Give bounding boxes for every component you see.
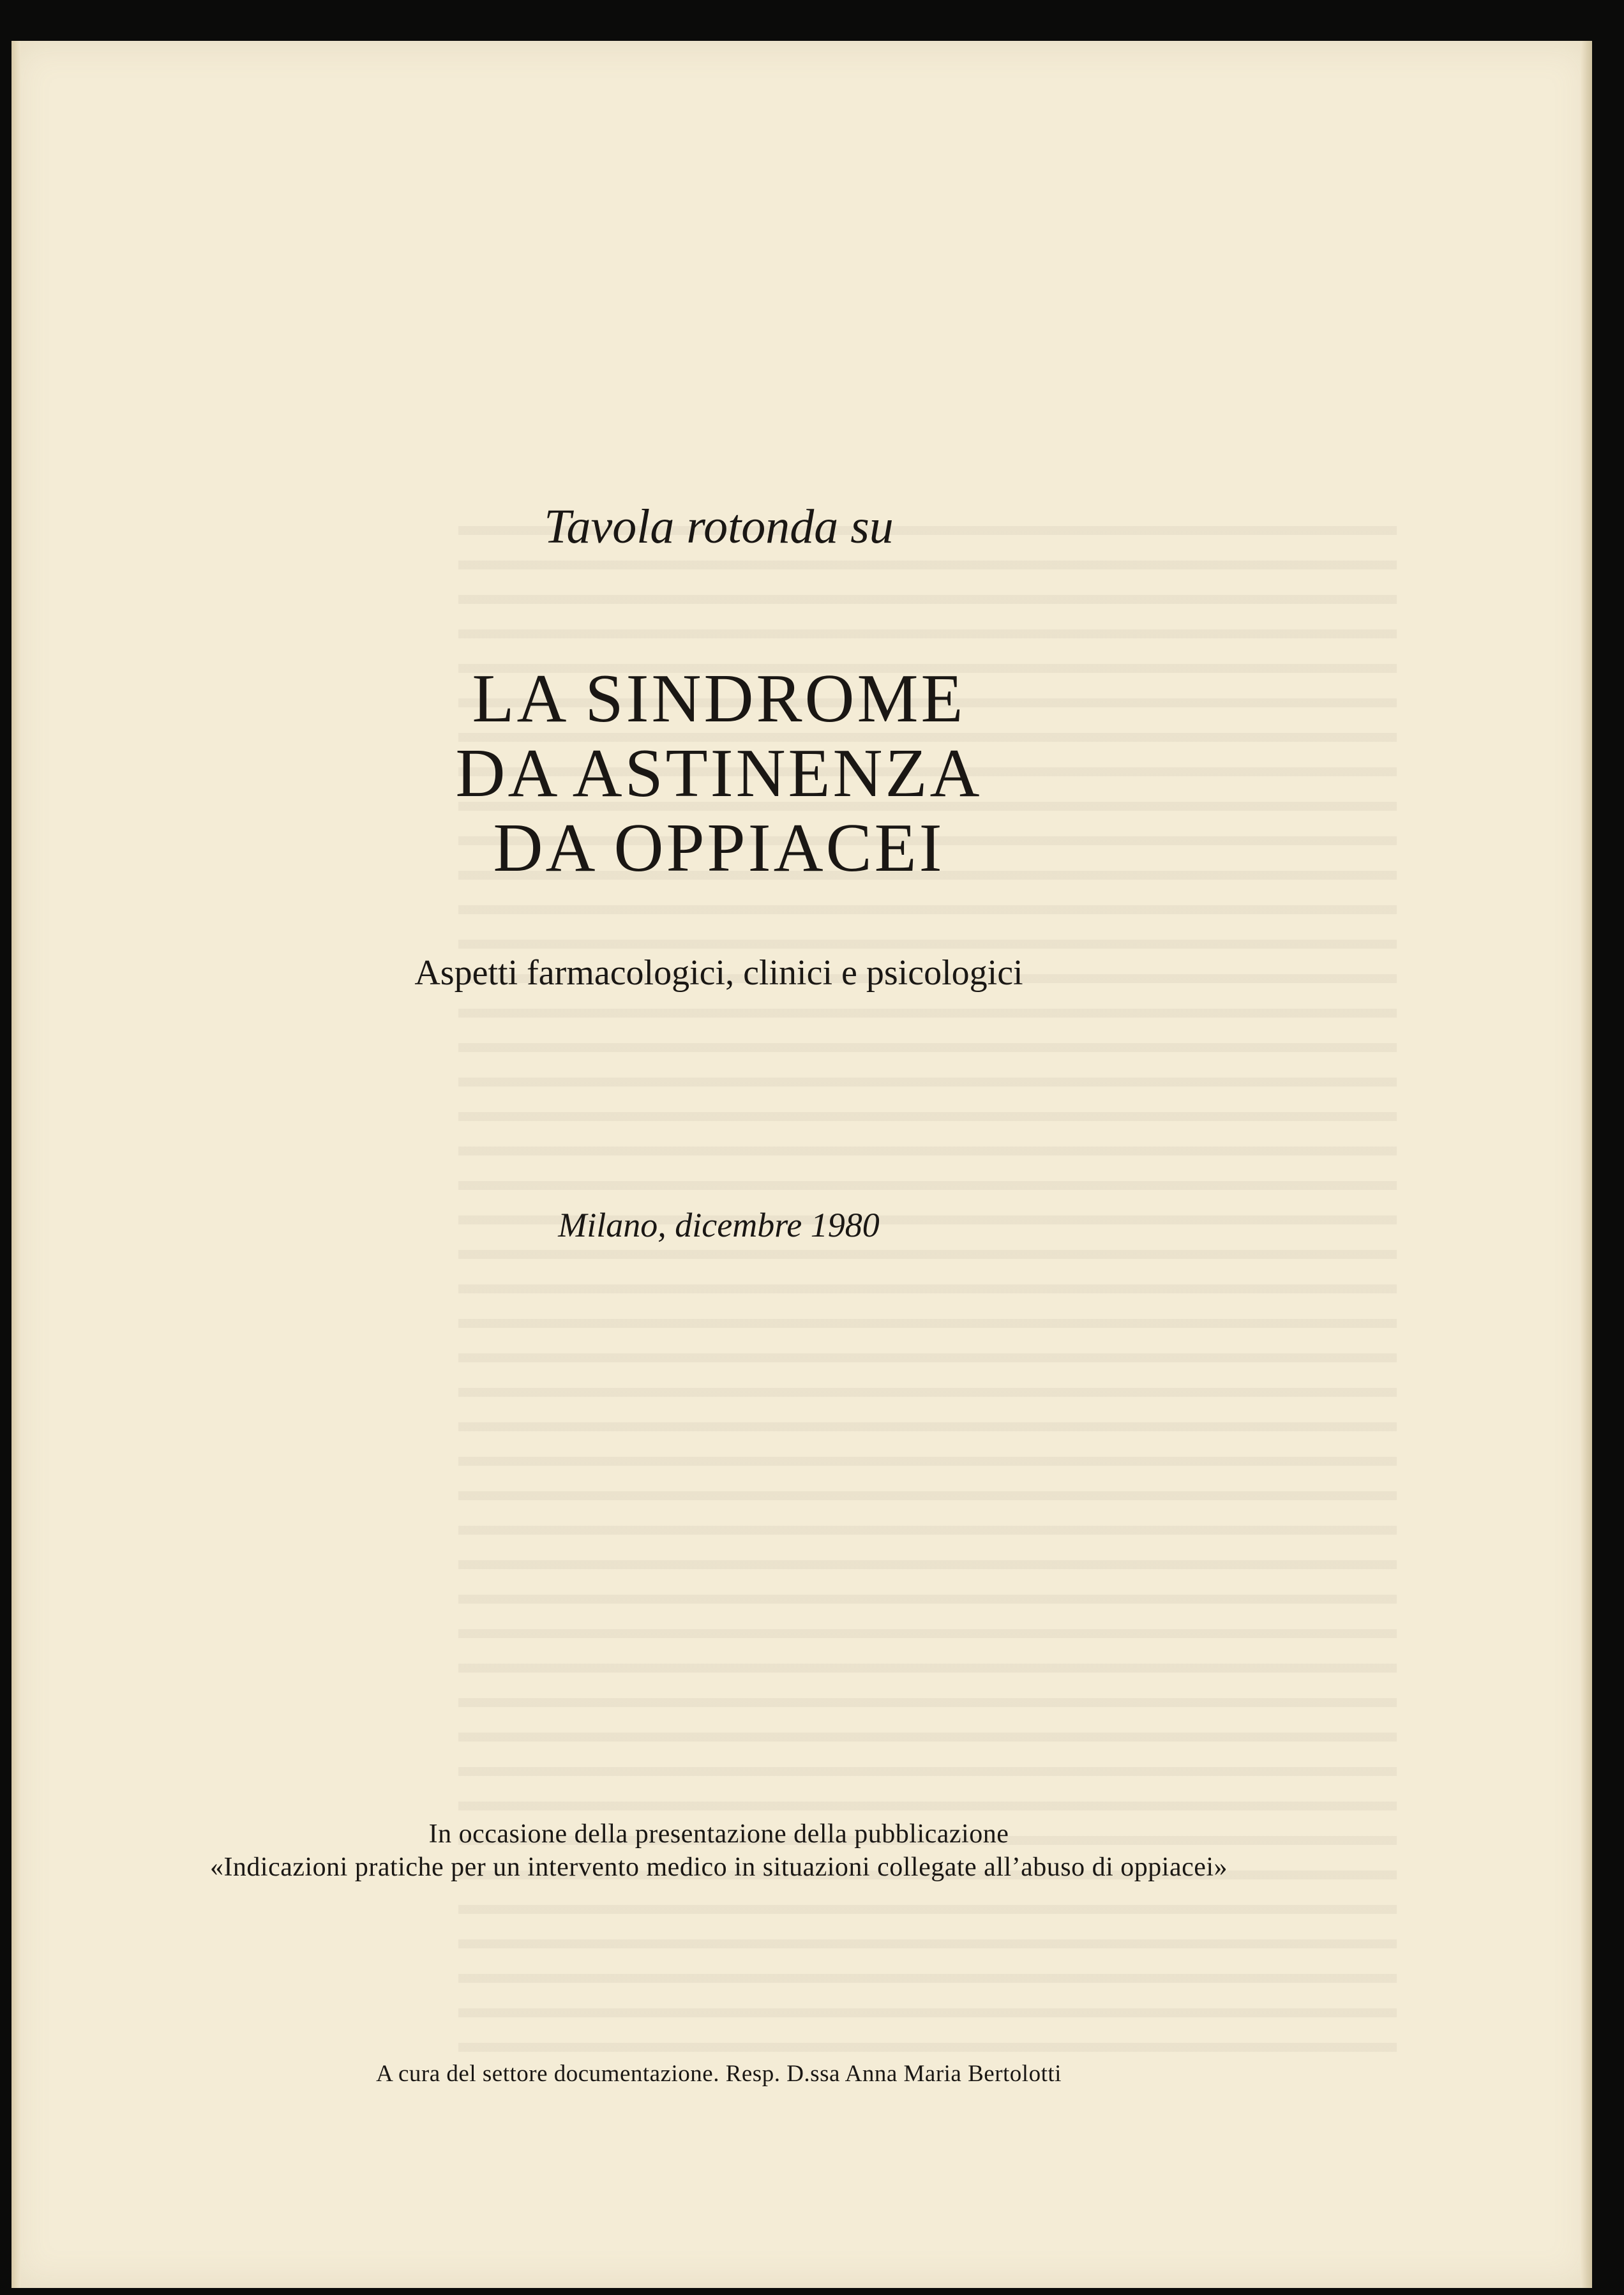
subtitle: Aspetti farmacologici, clinici e psicologici	[414, 953, 1023, 993]
main-title-line-2: DA ASTINENZA	[455, 735, 982, 811]
main-title	[11, 661, 1509, 885]
title-page	[11, 41, 1592, 2288]
place-and-date: Milano, dicembre 1980	[558, 1206, 880, 1244]
intro-line: Tavola rotonda su	[544, 500, 894, 553]
page-right-edge	[1581, 41, 1592, 2288]
occasion-line-2: «Indicazioni pratiche per un intervento medico in situazioni collegate all’abuso di oppiacei»	[209, 1853, 1228, 1882]
main-title-line-1: LA SINDROME	[472, 661, 966, 737]
main-title-line-3: DA OPPIACEI	[493, 810, 945, 886]
page-left-edge	[11, 41, 20, 2288]
occasion-line-1: In occasione della presentazione della pubblicazione	[428, 1819, 1009, 1849]
editorial-credits: A cura del settore documentazione. Resp. D.ssa Anna Maria Bertolotti	[376, 2061, 1062, 2087]
occasion-note	[11, 1817, 1509, 1884]
